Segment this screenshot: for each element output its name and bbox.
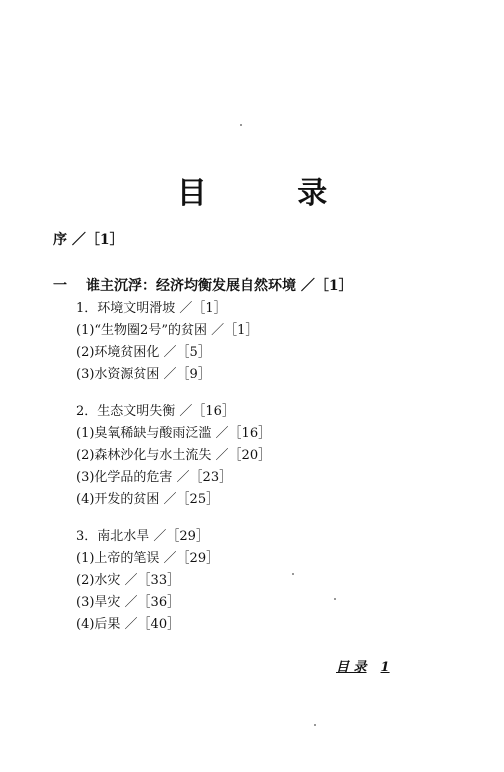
chapter-heading — [53, 275, 353, 295]
scan-speck — [292, 573, 294, 575]
toc-item: (3)旱灾 ／［36］ — [76, 595, 181, 610]
scan-speck — [240, 124, 242, 126]
page-number: 1 — [380, 660, 390, 675]
page-title: 目 录 — [176, 176, 368, 211]
page-footer — [336, 656, 390, 675]
section-heading: 1．环境文明滑坡 ／［1］ — [76, 301, 227, 316]
toc-item: (3)化学品的危害 ／［23］ — [76, 470, 233, 485]
toc-item: (2)水灾 ／［33］ — [76, 573, 181, 588]
chapter-title: 谁主沉浮：经济均衡发展自然环境 ／［1］ — [86, 278, 353, 294]
toc-item: (2)环境贫困化 ／［5］ — [76, 345, 211, 360]
chapter-number: 一 — [53, 278, 67, 294]
toc-item: (3)水资源贫困 ／［9］ — [76, 367, 211, 382]
toc-item: (4)开发的贫困 ／［25］ — [76, 492, 220, 507]
preface-entry: 序 ／［1］ — [53, 232, 124, 248]
scan-speck — [314, 724, 316, 726]
toc-item: (4)后果 ／［40］ — [76, 617, 181, 632]
toc-item: (1)上帝的笔误 ／［29］ — [76, 551, 220, 566]
toc-item: (2)森林沙化与水土流失 ／［20］ — [76, 448, 272, 463]
section-heading: 2．生态文明失衡 ／［16］ — [76, 404, 235, 419]
scan-speck — [334, 598, 336, 600]
footer-label: 目 录 — [336, 660, 367, 675]
section-heading: 3．南北水旱 ／［29］ — [76, 529, 209, 544]
toc-item: (1)臭氧稀缺与酸雨泛滥 ／［16］ — [76, 426, 272, 441]
toc-item: (1)“生物圈2号”的贫困 ／［1］ — [76, 323, 259, 338]
